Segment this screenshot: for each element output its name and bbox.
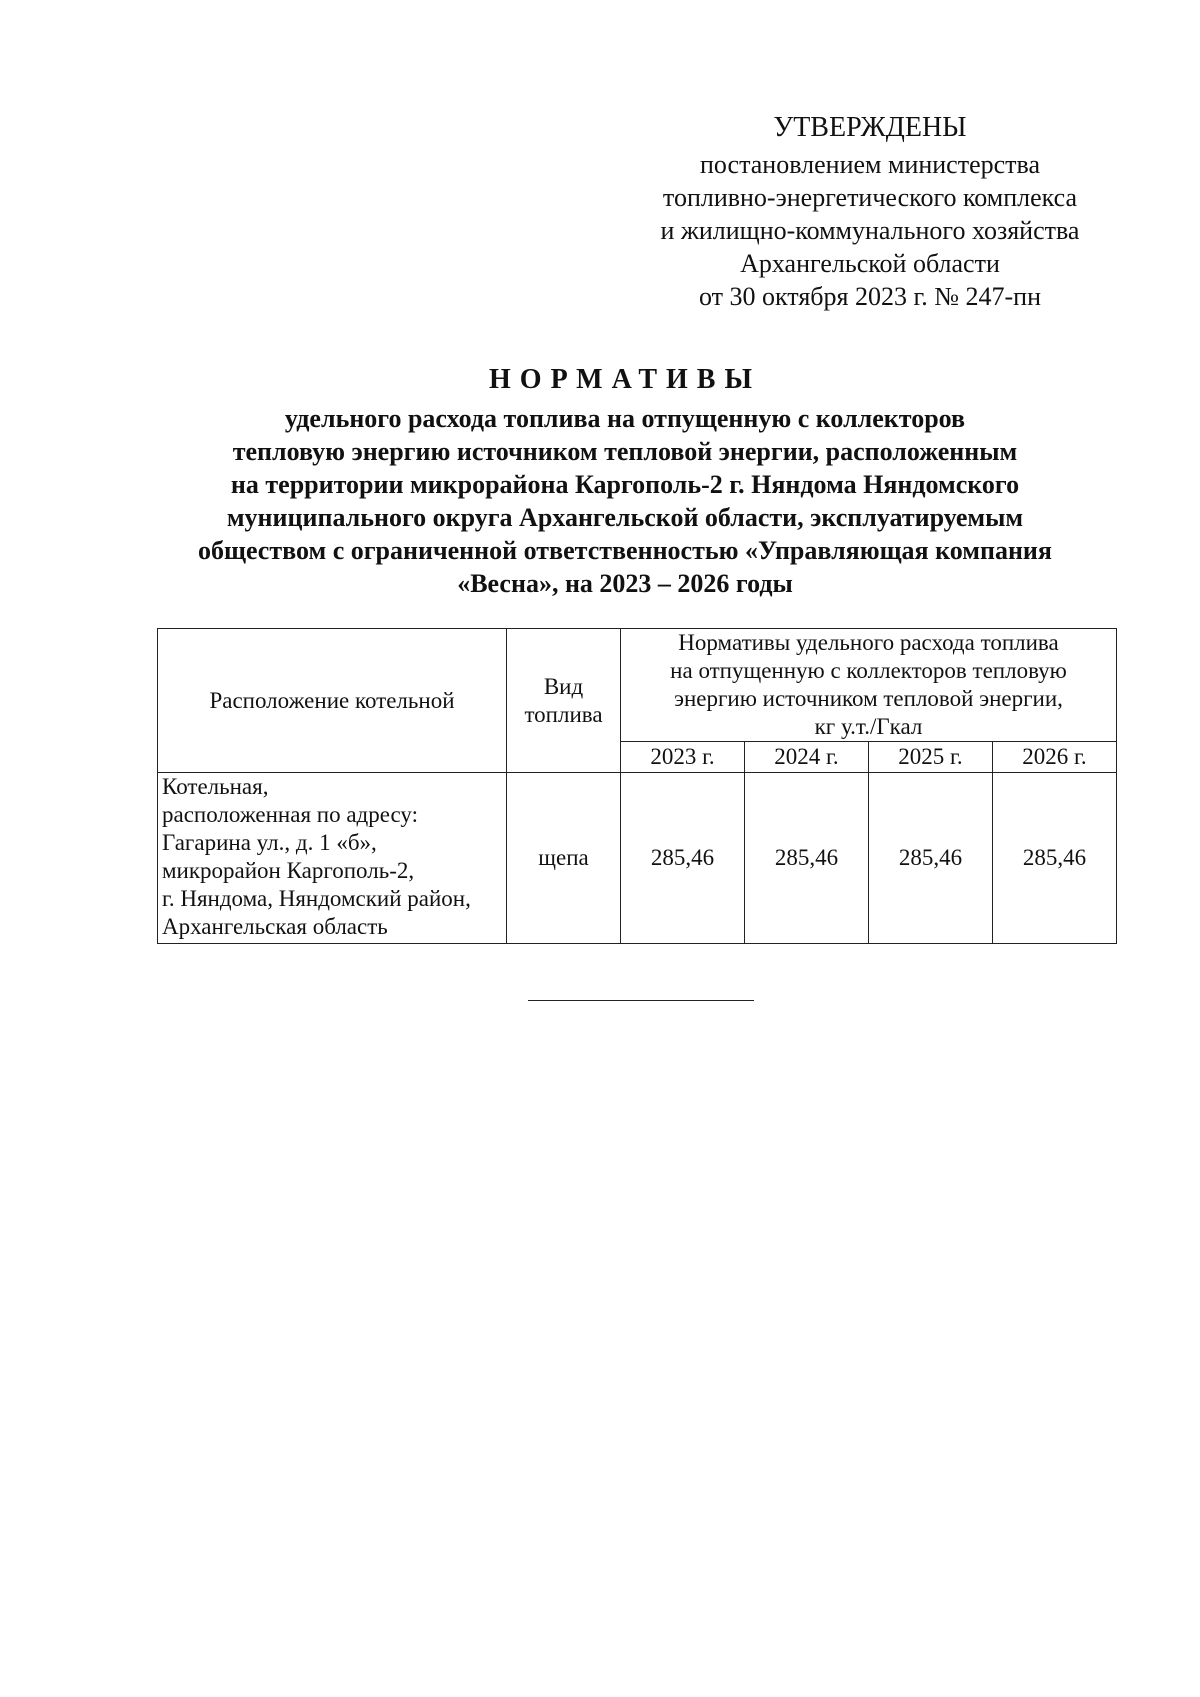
table-row [158,773,1117,944]
approval-line: постановлением министерства [699,150,1041,179]
cell-value-2025: 285,46 [868,773,992,944]
cell-value-2024: 285,46 [744,773,868,944]
norms-table [157,628,1117,944]
header-norms [621,629,1117,742]
header-year: 2023 г. [621,742,745,773]
approval-line: и жилищно-коммунального хозяйства [660,216,1080,245]
document-subtitle-line: удельного расхода топлива на отпущенную с коллекторов [284,404,966,433]
header-year: 2025 г. [868,742,992,773]
cell-value-2026: 285,46 [992,773,1116,944]
location-line: Котельная, [162,774,269,799]
cell-location [158,773,507,944]
document-title: НОРМАТИВЫ [489,364,761,395]
header-year: 2024 г. [744,742,868,773]
document-subtitle-line: тепловую энергию источником тепловой энергии, расположенным [232,437,1018,466]
header-norms-line: Нормативы удельного расхода топлива [678,630,1059,655]
document-subtitle-line: муниципального округа Архангельской области, эксплуатируемым [226,503,1024,532]
approval-block [620,110,1120,313]
document-subtitle-line: «Весна», на 2023 – 2026 годы [457,569,793,598]
cell-value-2023: 285,46 [621,773,745,944]
header-fuel-line: топлива [524,701,603,727]
document-title-block [140,362,1110,600]
document-subtitle-line: на территории микрорайона Каргополь-2 г. Няндома Няндомского [230,470,1020,499]
location-line: расположенная по адресу: [162,802,419,827]
header-location: Расположение котельной [158,629,507,773]
approval-line: от 30 октября 2023 г. № 247-пн [699,282,1041,311]
cell-fuel: щепа [507,773,621,944]
location-line: Архангельская область [162,914,388,939]
approval-heading: УТВЕРЖДЕНЫ [773,112,967,143]
header-year: 2026 г. [992,742,1116,773]
table-header-row [158,629,1117,742]
approval-line: топливно-энергетического комплекса [662,183,1078,212]
approval-line: Архангельской области [740,249,1000,278]
header-norms-line: энергию источником тепловой энергии, [674,686,1063,711]
location-line: Гагарина ул., д. 1 «б», [162,830,377,855]
header-norms-line: кг у.т./Гкал [814,714,923,739]
header-fuel-line: Вид [543,673,584,699]
header-fuel [507,629,621,773]
location-line: микрорайон Каргополь-2, [162,858,415,883]
location-line: г. Няндома, Няндомский район, [162,886,471,911]
closing-divider [528,1000,754,1001]
document-subtitle-line: обществом с ограниченной ответственностью «Управляющая компания [198,536,1052,565]
header-norms-line: на отпущенную с коллекторов тепловую [670,658,1067,683]
